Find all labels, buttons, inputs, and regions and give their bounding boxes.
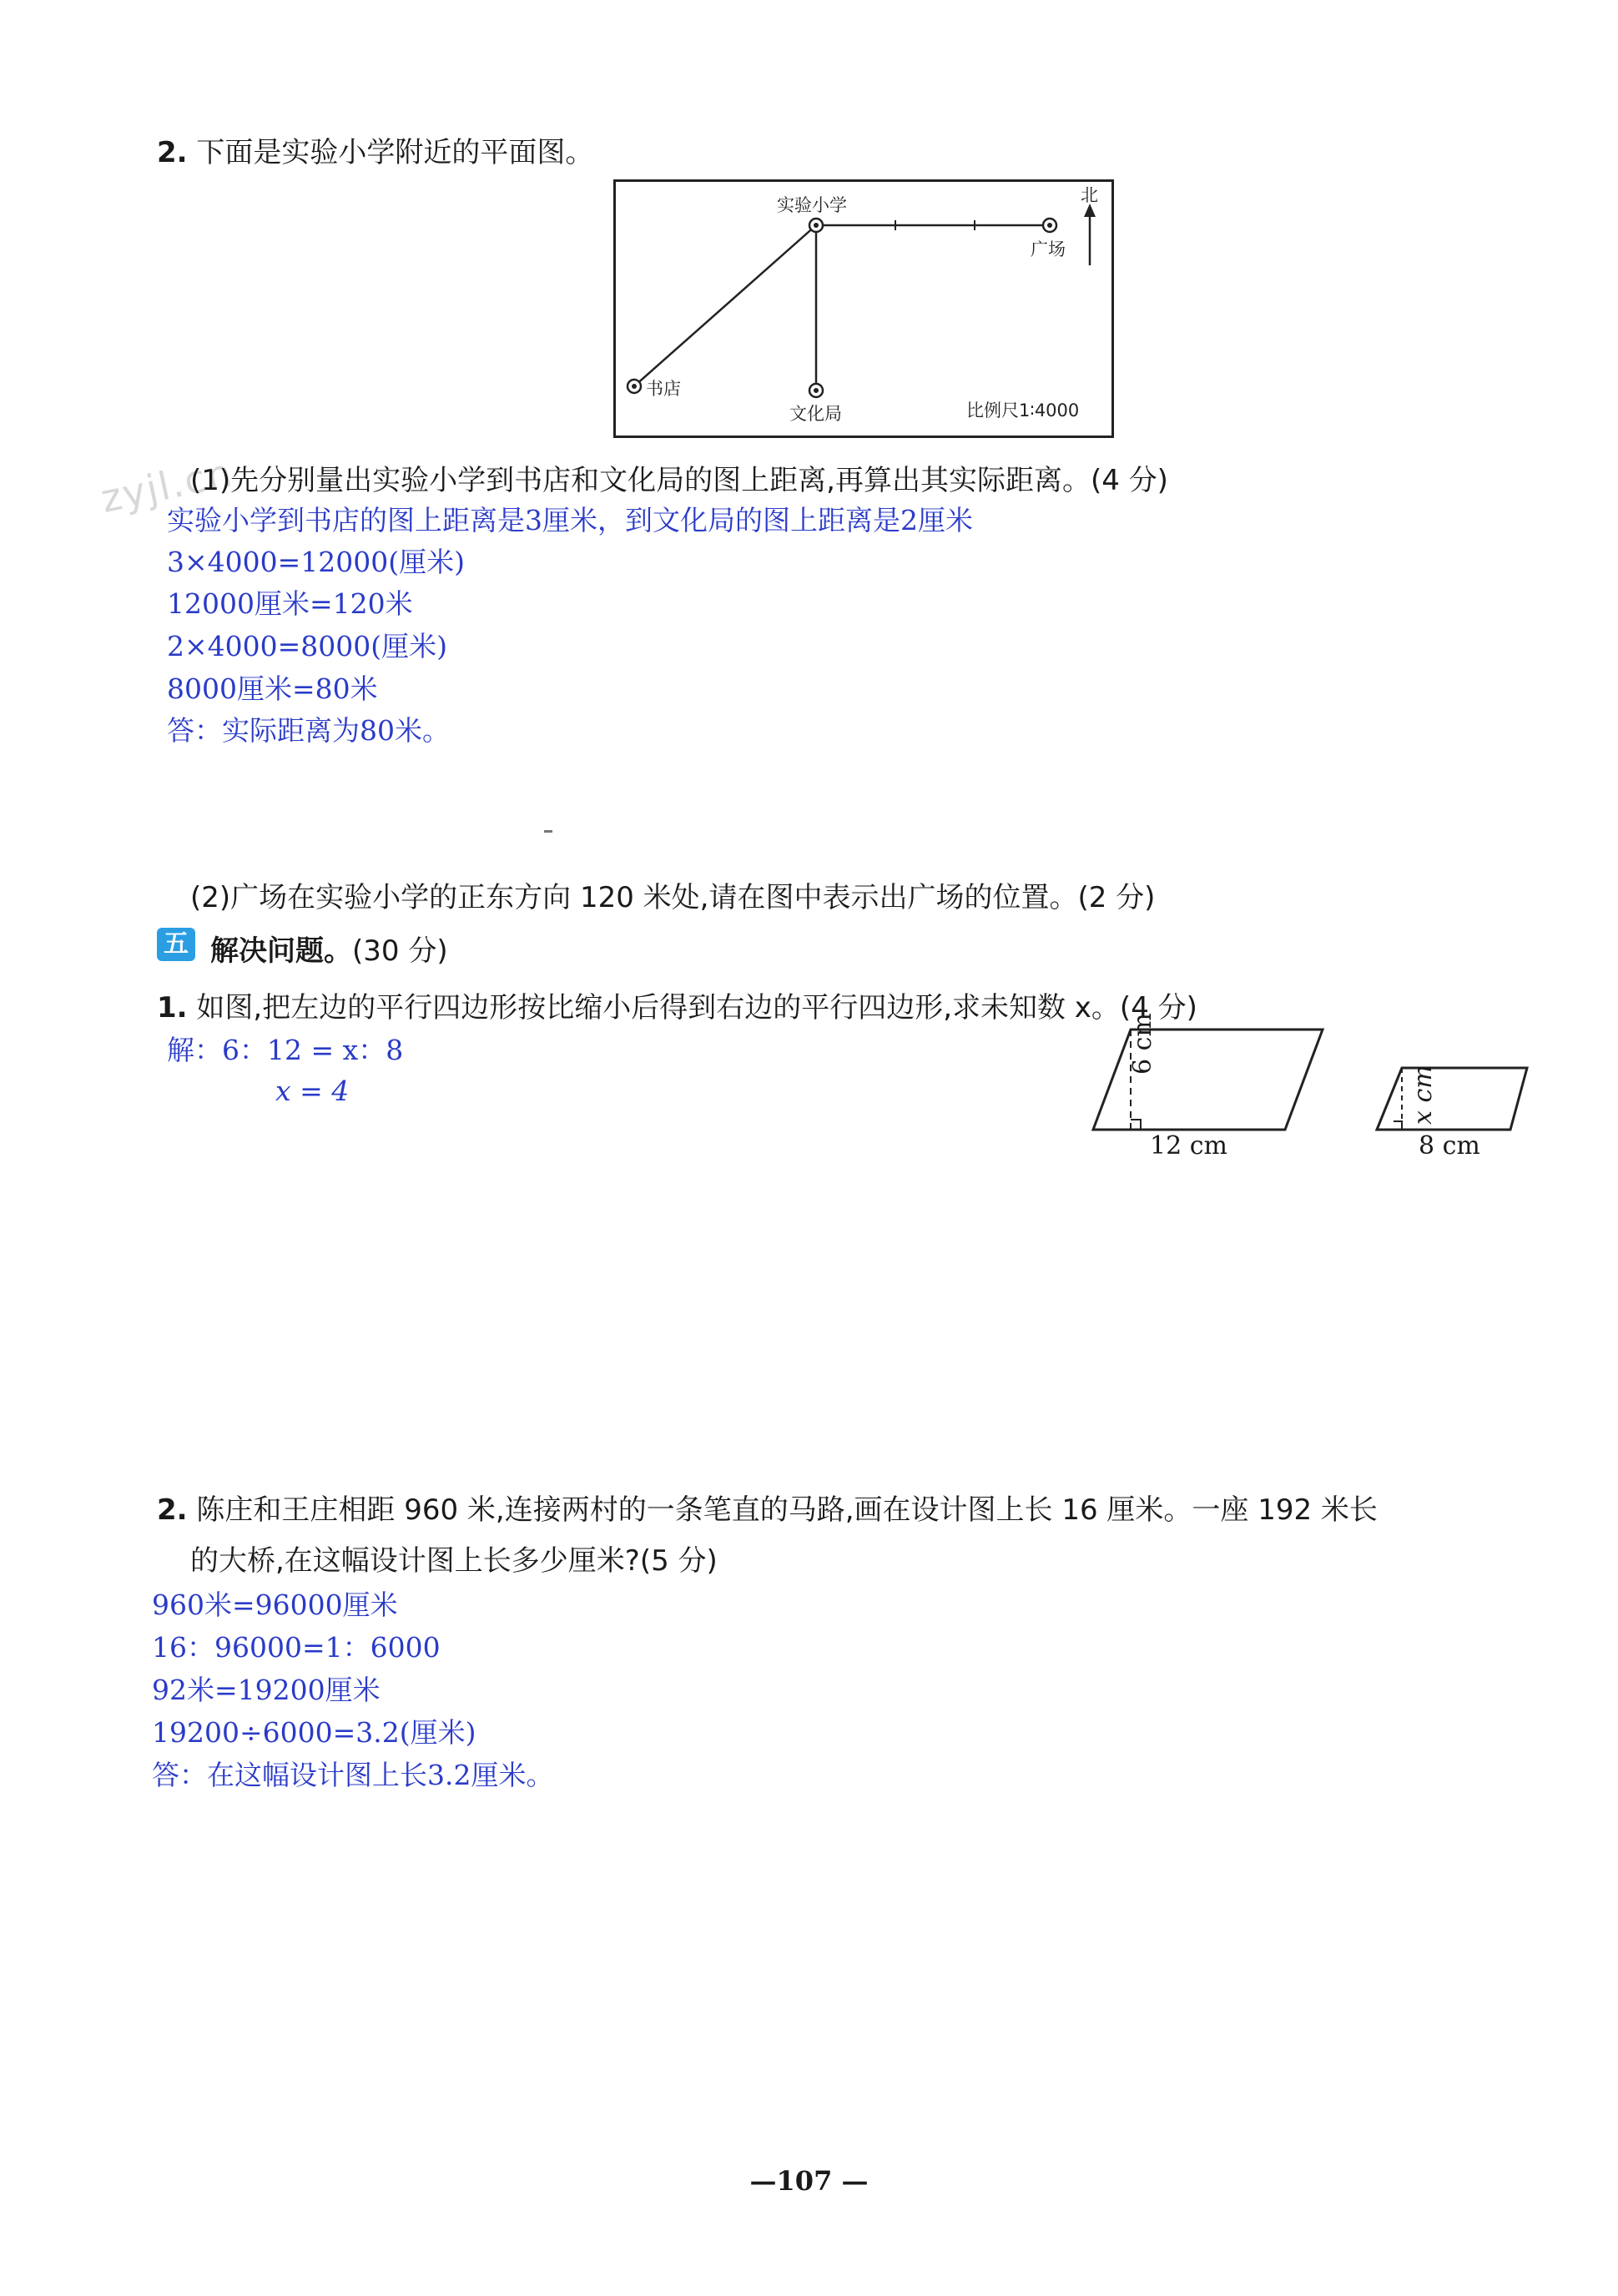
p2-text-line2: 的大桥,在这幅设计图上长多少厘米?(5 分) xyxy=(190,1544,718,1578)
square-point xyxy=(1043,219,1056,232)
road-school-bookstore xyxy=(634,225,816,386)
page-number: —107 — xyxy=(749,2165,869,2197)
culture-point xyxy=(809,384,823,397)
p1-answer-line1: 解：6：12 = x：8 xyxy=(167,1034,404,1066)
map-label-school: 实验小学 xyxy=(777,195,847,215)
q2-sub1: (1)先分别量出实验小学到书店和文化局的图上距离,再算出其实际距离。(4 分) xyxy=(190,464,1168,497)
section5-heading xyxy=(210,928,448,969)
q2-title xyxy=(157,129,593,170)
q2-answer1-line6: 答：实际距离为80米。 xyxy=(167,714,450,747)
p2-question-line1 xyxy=(157,1487,1378,1528)
q2-answer1-line4: 2×4000=8000(厘米) xyxy=(167,630,448,662)
p2-number: 2. xyxy=(157,1493,188,1527)
right-base-label: 8 cm xyxy=(1419,1131,1480,1161)
p2-answer-line5: 答：在这幅设计图上长3.2厘米。 xyxy=(152,1759,554,1791)
section5-title: 解决问题。 xyxy=(210,934,352,968)
p1-question xyxy=(157,984,1197,1025)
bookstore-point xyxy=(628,380,641,393)
map-label-square: 广场 xyxy=(1031,239,1066,259)
map-label-bookstore: 书店 xyxy=(646,379,681,399)
p2-answer-line4: 19200÷6000=3.2(厘米) xyxy=(152,1716,476,1749)
map-label-culture: 文化局 xyxy=(789,404,842,424)
q2-answer1-line3: 12000厘米=120米 xyxy=(167,587,413,620)
map-label-north: 北 xyxy=(1081,185,1098,205)
left-base-label: 12 cm xyxy=(1150,1131,1227,1161)
map-scale: 比例尺1∶4000 xyxy=(966,400,1080,420)
p1-number: 1. xyxy=(157,991,188,1025)
p1-text: 如图,把左边的平行四边形按比缩小后得到右边的平行四边形,求未知数 x。(4 分) xyxy=(196,991,1197,1025)
watermark: zyjl.cn xyxy=(97,449,237,522)
q2-sub2: (2)广场在实验小学的正东方向 120 米处,请在图中表示出广场的位置。(2 分) xyxy=(190,881,1156,914)
q2-answer1-line5: 8000厘米=80米 xyxy=(167,672,378,705)
p2-answer-line1: 960米=96000厘米 xyxy=(152,1589,398,1621)
left-height-label: 6 cm xyxy=(1128,1013,1157,1075)
map-figure xyxy=(613,179,1114,438)
school-point xyxy=(809,219,823,232)
p2-text-line1: 陈庄和王庄相距 960 米,连接两村的一条笔直的马路,画在设计图上长 16 厘米。一座 192 米长 xyxy=(196,1493,1378,1527)
section5-points: (30 分) xyxy=(352,934,448,968)
p1-answer-line2: x = 4 xyxy=(275,1075,350,1107)
q2-answer1-line1: 实验小学到书店的图上距离是3厘米，到文化局的图上距离是2厘米 xyxy=(167,504,973,536)
right-parallelogram xyxy=(1377,1068,1527,1130)
stray-mark xyxy=(544,830,552,833)
p2-answer-line3: 92米=19200厘米 xyxy=(152,1674,381,1706)
right-height-label: x cm xyxy=(1409,1065,1438,1125)
p2-answer-line2: 16：96000=1：6000 xyxy=(152,1631,441,1664)
north-arrow-icon xyxy=(1084,204,1096,265)
q2-number: 2. xyxy=(157,136,188,169)
left-right-angle xyxy=(1131,1120,1141,1130)
section-badge: 五 xyxy=(157,928,195,961)
q2-answer1-line2: 3×4000=12000(厘米) xyxy=(167,546,466,578)
q2-text: 下面是实验小学附近的平面图。 xyxy=(196,136,594,169)
